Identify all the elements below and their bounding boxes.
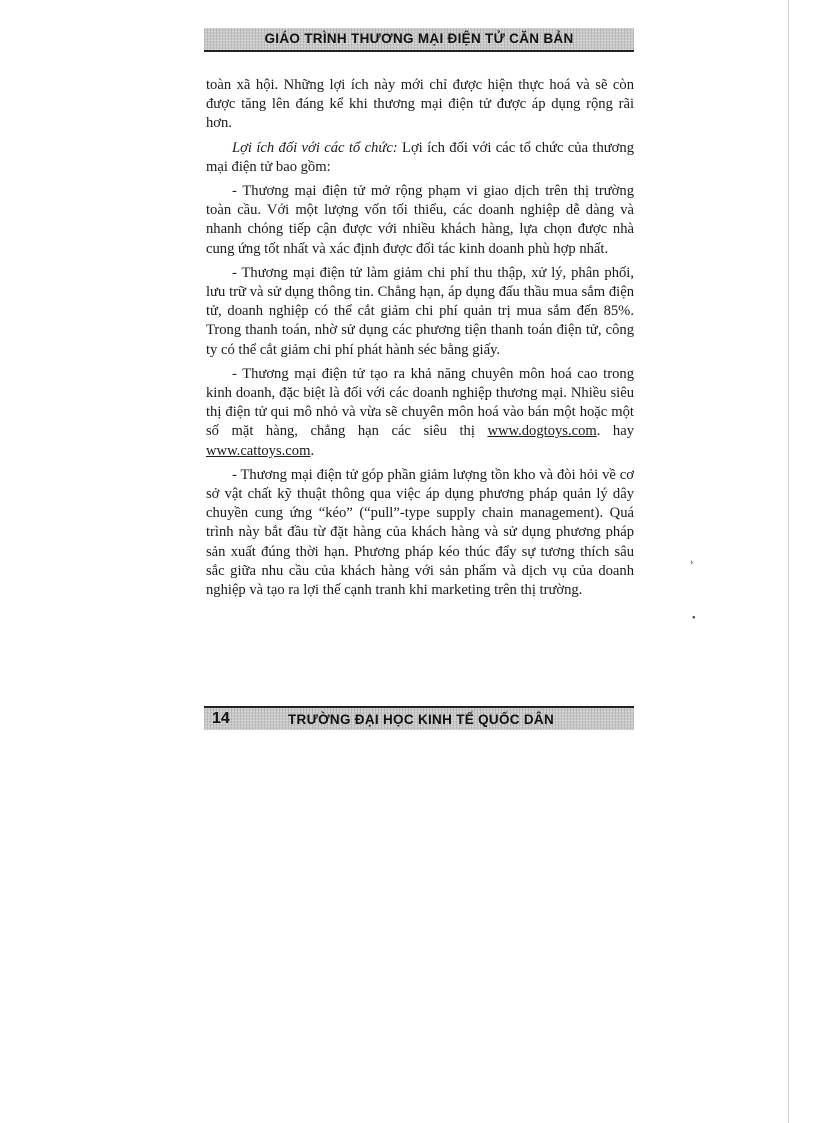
paragraph-1: toàn xã hội. Những lợi ích này mới chỉ được hiện thực hoá và sẽ còn được tăng lên đáng kể khi thương mại điện tử được áp dụng rộng rãi hơn. <box>206 77 634 132</box>
paragraph-5-end: . <box>310 442 315 459</box>
paragraph-4: - Thương mại điện tử làm giảm chi phí thu thập, xử lý, phân phối, lưu trữ và sử dụng thông tin. Chẳng hạn, áp dụng đấu thầu mua sắm điện tử, doanh nghiệp có thể cắt giảm chi phí quản trị mua sắm đến 85%. Trong thanh toán, nhờ sử dụng các phương tiện thanh toán điện tử, công ty có thể cắt giảm chi phí phát hành séc bằng giấy. <box>206 264 634 358</box>
paragraph-6: - Thương mại điện tử góp phần giảm lượng tồn kho và đòi hỏi về cơ sở vật chất kỹ thuật thông qua việc áp dụng phương pháp quản lý dây chuyền cung ứng “kéo” (“pull”-type supply chain management). Quá trình này bắt đầu từ đặt hàng của khách hàng và sử dụng phương pháp sản xuất đúng thời hạn. Phương pháp kéo thúc đẩy sự tương thích sâu sắc giữa nhu cầu của khách hàng với sản phẩm và dịch vụ của doanh nghiệp và tạo ra lợi thế cạnh tranh khi marketing trên thị trường. <box>206 466 634 599</box>
scan-speck-mark: • <box>692 613 696 624</box>
footer-title: TRƯỜNG ĐẠI HỌC KINH TẾ QUỐC DÂN <box>288 712 555 727</box>
link-cattoys[interactable]: www.cattoys.com <box>206 442 311 459</box>
paragraph-2-heading: Lợi ích đối với các tổ chức: <box>232 139 398 156</box>
scan-speck-mark: › <box>690 557 694 568</box>
paragraph-5 <box>206 365 634 461</box>
link-dogtoys[interactable]: www.dogtoys.com <box>487 423 597 440</box>
header-title: GIÁO TRÌNH THƯƠNG MẠI ĐIỆN TỬ CĂN BẢN <box>264 31 574 46</box>
paragraph-5-mid: . hay <box>596 423 635 440</box>
paragraph-2-text: Lợi ích đối với các tổ chức của thương mại điện tử bao gồm: <box>206 139 634 175</box>
page-body <box>206 76 634 605</box>
paragraph-5-text: - Thương mại điện tử tạo ra khả năng chuyên môn hoá cao trong kinh doanh, đặc biệt là đối với các doanh nghiệp thương mại. Nhiều siêu thị điện tử qui mô nhỏ và vừa sẽ chuyên môn hoá vào bán một hoặc một số mặt hàng, chẳng hạn các siêu thị <box>206 365 634 440</box>
paragraph-3: - Thương mại điện tử mở rộng phạm vi giao dịch trên thị trường toàn cầu. Với một lượng vốn tối thiểu, các doanh nghiệp dễ dàng và nhanh chóng tiếp cận được với nhiều khách hàng, lựa chọn được nhà cung ứng tốt nhất và xác định được đối tác kinh doanh phù hợp nhất. <box>206 183 634 257</box>
page-number: 14 <box>212 710 230 727</box>
footer-banner <box>204 706 634 730</box>
paragraph-2 <box>206 139 634 177</box>
scan-edge-line <box>788 0 789 1123</box>
header-banner <box>204 28 634 52</box>
